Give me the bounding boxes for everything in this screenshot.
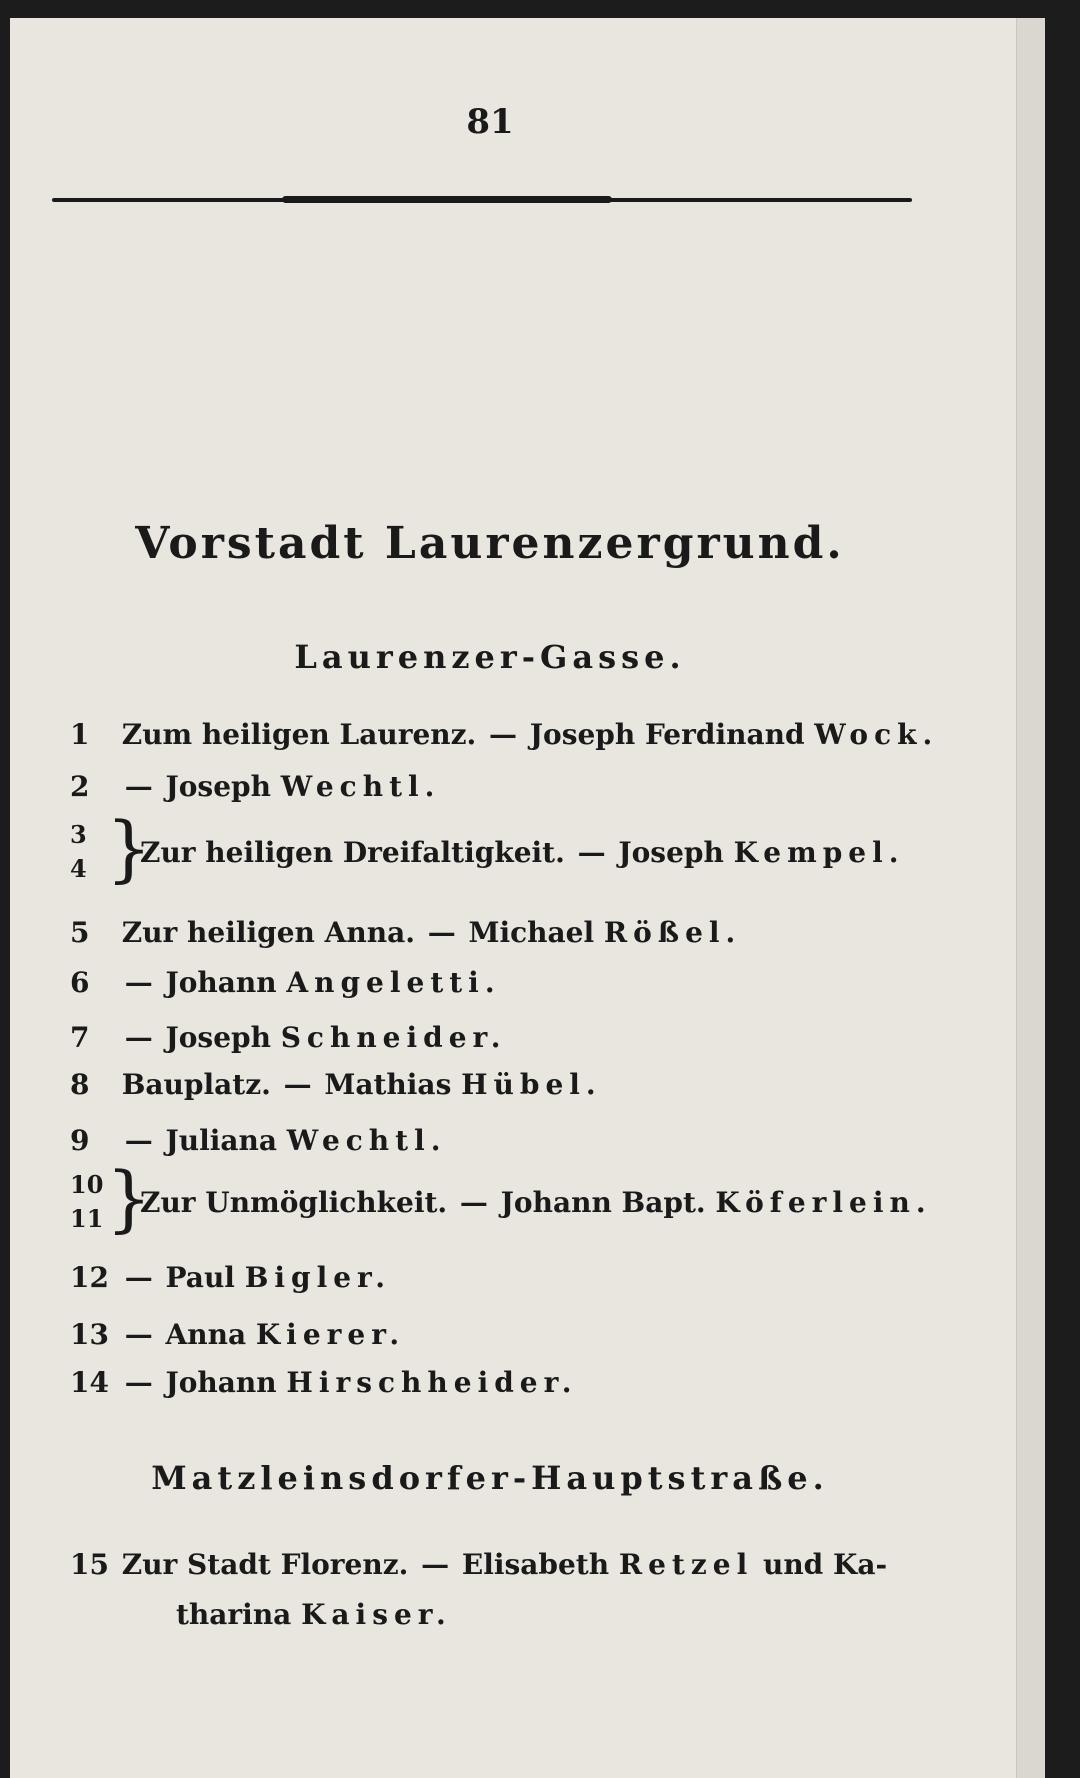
section-title: Vorstadt Laurenzergrund. (135, 518, 845, 569)
owner-last: Bigler. (244, 1261, 391, 1294)
owner-last: Wechtl. (280, 770, 441, 803)
house-number: 6 (70, 966, 90, 999)
brace-icon: } (106, 806, 152, 890)
house-number: 4 (70, 854, 87, 883)
owner-last: Hirschheider. (286, 1366, 578, 1399)
list-item (70, 1366, 578, 1400)
brace-icon: } (106, 1156, 152, 1240)
dash: — (489, 718, 518, 751)
dash: — (427, 916, 456, 949)
list-item (70, 916, 741, 950)
page-gutter (1016, 18, 1045, 1778)
owner-first: Johann Bapt. (500, 1186, 706, 1219)
dash: — (124, 1318, 153, 1351)
list-item-group (70, 1156, 950, 1248)
list-item (70, 1318, 405, 1352)
house-sign: Zur heiligen Anna. (121, 916, 415, 949)
owner-first: Mathias (324, 1068, 452, 1101)
dash: — (124, 1261, 153, 1294)
dash: — (124, 1124, 153, 1157)
street-heading-laurenzer: Laurenzer-Gasse. (294, 638, 686, 676)
conjunction: und Ka- (762, 1548, 888, 1581)
house-number: 1 (70, 718, 90, 751)
list-item (70, 1124, 446, 1158)
dash: — (124, 1021, 153, 1054)
header-rule (52, 198, 912, 202)
owner-first: Joseph (618, 836, 724, 869)
owner-first: Michael (468, 916, 595, 949)
owner-first: Juliana (165, 1124, 278, 1157)
owner-last: Wechtl. (286, 1124, 447, 1157)
owner-first: Anna (165, 1318, 247, 1351)
house-number: 13 (70, 1318, 109, 1351)
house-number: 12 (70, 1261, 109, 1294)
owner-first: Elisabeth (461, 1548, 610, 1581)
dash: — (459, 1186, 488, 1219)
dash: — (283, 1068, 312, 1101)
list-item-continuation (176, 1598, 452, 1631)
owner-last: Rößel. (603, 916, 742, 949)
dash: — (421, 1548, 450, 1581)
owner-first: Johann (165, 966, 277, 999)
house-sign: Bauplatz. (121, 1068, 271, 1101)
owner-last: Kempel. (733, 836, 905, 869)
owner-first: Paul (165, 1261, 235, 1294)
list-item (70, 1021, 506, 1055)
list-item (70, 1068, 602, 1102)
dash: — (577, 836, 606, 869)
list-item (70, 1548, 887, 1582)
house-number: 7 (70, 1021, 90, 1054)
dash: — (124, 1366, 153, 1399)
owner-last: Kierer. (255, 1318, 406, 1351)
owner-first: Joseph (165, 770, 271, 803)
street-heading-matzleinsdorfer: Matzleinsdorfer-Hauptstraße. (151, 1459, 829, 1497)
group-entry (140, 1186, 932, 1219)
book-page (10, 18, 1045, 1778)
owner-first: Joseph (165, 1021, 271, 1054)
house-number: 10 (70, 1170, 104, 1199)
house-number: 5 (70, 916, 90, 949)
house-sign: Zur Stadt Florenz. (121, 1548, 409, 1581)
house-sign: Zur Unmöglichkeit. (140, 1186, 448, 1219)
house-number: 2 (70, 770, 90, 803)
house-number: 15 (70, 1548, 109, 1581)
dash: — (124, 966, 153, 999)
page-number: 81 (466, 102, 514, 142)
list-item (70, 770, 440, 804)
house-number: 8 (70, 1068, 90, 1101)
list-item (70, 966, 501, 1000)
owner-last: Schneider. (280, 1021, 507, 1054)
owner-last: Kaiser. (301, 1598, 452, 1631)
house-number: 14 (70, 1366, 109, 1399)
dash: — (124, 770, 153, 803)
house-number: 3 (70, 820, 87, 849)
owner-first: Johann (165, 1366, 277, 1399)
owner-first: tharina (176, 1598, 292, 1631)
house-numbers (70, 818, 87, 886)
house-number: 9 (70, 1124, 90, 1157)
house-number: 11 (70, 1204, 104, 1233)
list-item (70, 1261, 391, 1295)
owner-last: Angeletti. (286, 966, 501, 999)
owner-last: Wock. (814, 718, 939, 751)
house-sign: Zum heiligen Laurenz. (121, 718, 477, 751)
house-numbers (70, 1168, 103, 1236)
list-item-group (70, 806, 905, 898)
list-item (70, 718, 938, 752)
group-entry (140, 836, 905, 869)
owner-last: Köferlein. (715, 1186, 932, 1219)
house-sign: Zur heiligen Dreifaltigkeit. (140, 836, 565, 869)
owner-first: Joseph Ferdinand (529, 718, 805, 751)
owner-last: Hübel. (461, 1068, 602, 1101)
owner-last: Retzel (618, 1548, 754, 1581)
